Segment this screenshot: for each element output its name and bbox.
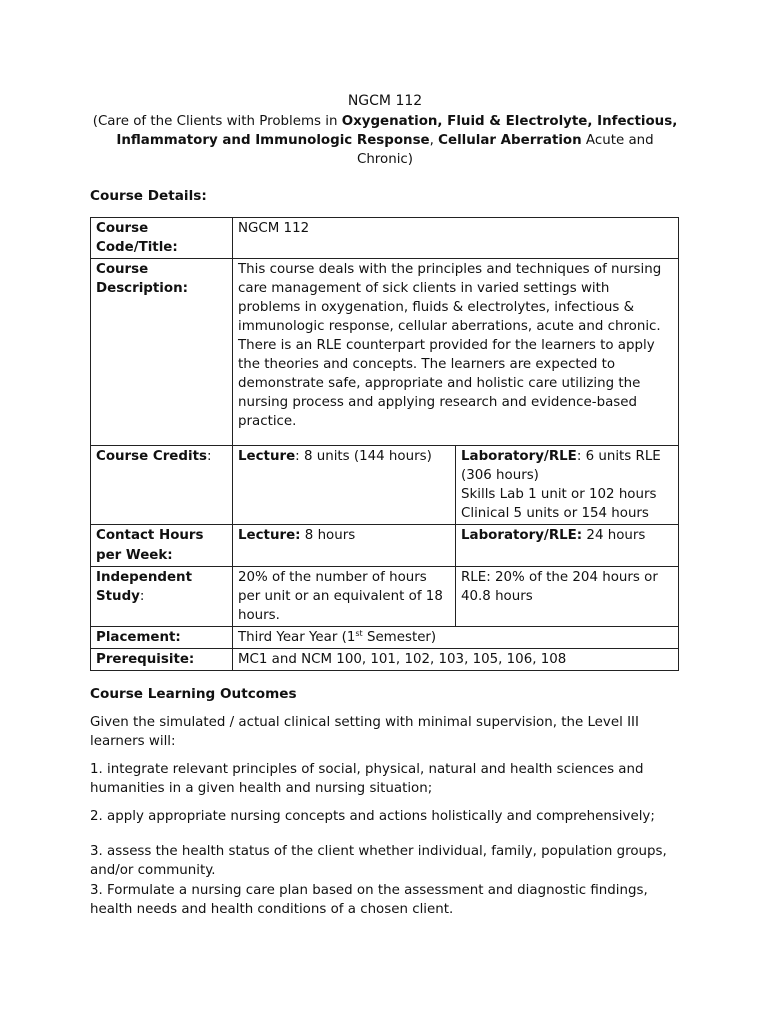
placement-value (233, 626, 679, 648)
course-details-table (90, 217, 679, 671)
table-row-code (91, 218, 679, 259)
credits-lab-clinical: Clinical 5 units or 154 hours (461, 506, 649, 522)
contact-hours-label: Contact Hours per Week: (91, 525, 233, 566)
placement-value-sup: st (355, 628, 363, 638)
title-line-2-bold-b: Cellular Aberration (438, 132, 582, 148)
independent-label-line-2: Study (96, 588, 140, 604)
contact-lecture-label: Lecture: (238, 528, 301, 544)
table-row-contact-hours (91, 525, 679, 566)
table-row-independent-study (91, 566, 679, 626)
prerequisite-value: MC1 and NCM 100, 101, 102, 103, 105, 106, 108 (233, 648, 679, 670)
credits-lab (456, 446, 679, 525)
description-label (91, 259, 233, 446)
table-row-prerequisite (91, 648, 679, 670)
prerequisite-label: Prerequisite: (91, 648, 233, 670)
learning-outcome-item: 3. assess the health status of the client whether individual, family, population groups, and/or community. (90, 844, 667, 879)
contact-lab (456, 525, 679, 566)
credits-label (91, 446, 233, 525)
placement-label: Placement: (91, 626, 233, 648)
independent-study-label (91, 566, 233, 626)
learning-outcome-item: 3. Formulate a nursing care plan based on the assessment and diagnostic findings, health needs and health conditions of a chosen client. (90, 882, 648, 917)
credits-lecture-label: Lecture (238, 449, 296, 465)
independent-study-rle: RLE: 20% of the 204 hours or 40.8 hours (456, 566, 679, 626)
credits-label-colon: : (206, 449, 212, 465)
credits-lecture (233, 446, 456, 525)
contact-lab-value: 24 hours (582, 528, 646, 544)
learning-outcomes-section (90, 685, 680, 919)
description-label-line-2: Description: (96, 281, 188, 297)
credits-lab-value: : 6 units RLE (306 hours) (461, 449, 661, 484)
table-row-description (91, 259, 679, 446)
learning-outcomes-intro: Given the simulated / actual clinical setting with minimal supervision, the Level III learners will: (90, 715, 639, 750)
learning-outcomes-heading: Course Learning Outcomes (90, 686, 297, 702)
credits-lab-label: Laboratory/RLE (461, 449, 577, 465)
independent-study-lecture: 20% of the number of hours per unit or an equivalent of 18 hours. (233, 566, 456, 626)
code-label-line-1: Course (96, 221, 149, 236)
learning-outcome-item: 1. integrate relevant principles of social, physical, natural and health sciences and humanities in a given health and nursing situation; (90, 762, 644, 797)
placement-value-b: Semester) (362, 629, 437, 645)
placement-value-a: Third Year Year (1 (238, 629, 356, 645)
title-line-1-bold: Oxygenation, Fluid & Electrolyte, Infectious, (341, 113, 678, 129)
course-code-title: NGCM 112 (347, 93, 423, 109)
credits-label-text: Course Credits (96, 449, 207, 465)
title-line-2-sep: , (429, 132, 439, 148)
title-line-1 (90, 112, 680, 131)
table-row-credits (91, 446, 679, 525)
title-line-3: Chronic) (356, 151, 414, 167)
description-value: This course deals with the principles and techniques of nursing care management of sick clients in varied settings with problems in oxygenation, fluids & electrolytes, infectious & immunologic response, cellular aberrations, acute and chronic. There is an RLE counterpart provided for the learners to apply the theories and concepts. The learners are expected to demonstrate safe, appropriate and holistic care utilizing the nursing process and applying research and evidence-based practice. (233, 259, 679, 446)
independent-label-line-1: Independent (96, 569, 192, 585)
independent-label-colon: : (139, 588, 145, 604)
title-line-1-prefix: (Care of the Clients with Problems in (92, 113, 342, 129)
code-label-line-2: Code/Title: (96, 240, 178, 256)
credits-lecture-value: : 8 units (144 hours) (295, 449, 432, 465)
description-label-line-1: Course (96, 262, 149, 278)
contact-lecture-value: 8 hours (300, 528, 356, 544)
course-details-heading: Course Details: (90, 188, 207, 204)
learning-outcome-item: 2. apply appropriate nursing concepts and actions holistically and comprehensively; (90, 809, 655, 825)
code-value: NGCM 112 (233, 218, 679, 259)
document-title-block (90, 92, 680, 169)
title-line-2-bold-a: Inflammatory and Immunologic Response (116, 132, 430, 148)
contact-lecture (233, 525, 456, 566)
table-row-placement (91, 626, 679, 648)
code-label (91, 218, 233, 259)
title-line-2 (90, 131, 680, 150)
credits-lab-skills: Skills Lab 1 unit or 102 hours (461, 487, 657, 503)
title-line-2-tail: Acute and (581, 132, 654, 148)
contact-lab-label: Laboratory/RLE: (461, 528, 583, 544)
